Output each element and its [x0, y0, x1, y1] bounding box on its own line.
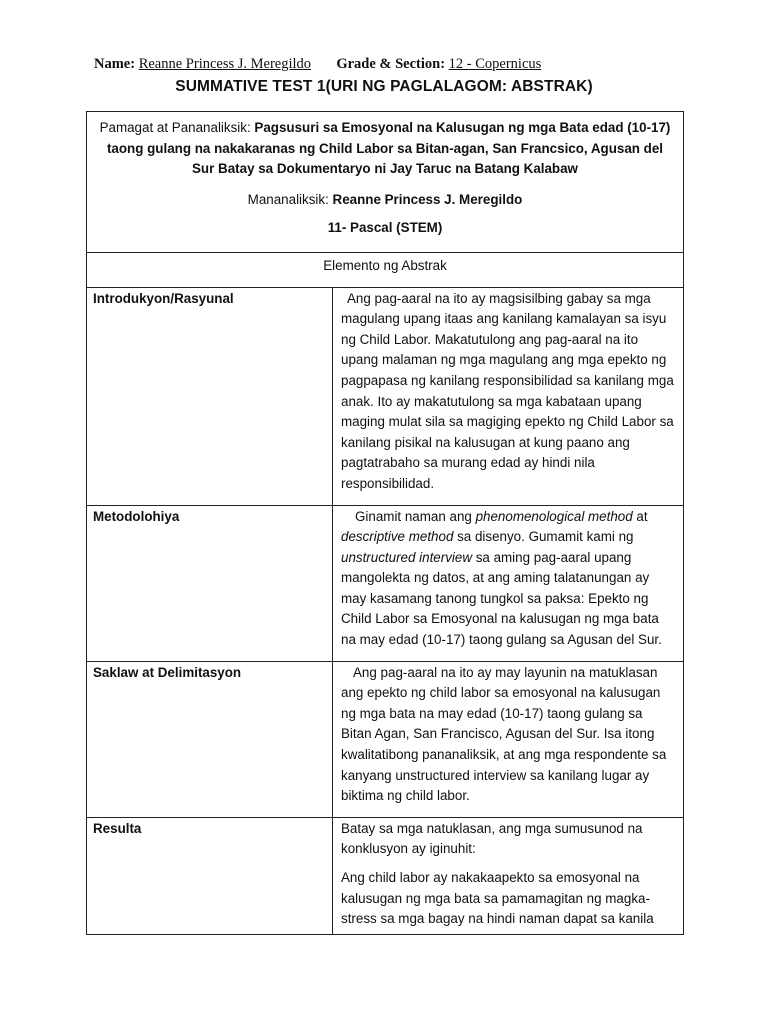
research-title-value: Pagsusuri sa Emosyonal na Kalusugan ng mga Bata edad (10-17) taong gulang na nakakaranas ng Child Labor sa Bitan-agan, San Francsico, Agusan del Sur Batay sa Dokumentaryo ni Jay Taruc na Batang Kalabaw — [106, 120, 671, 177]
table-row — [87, 505, 684, 661]
name-value: Reanne Princess J. Meregildo — [138, 56, 312, 72]
metodolohiya-text: Ginamit naman ang phenomenological method at descriptive method sa disenyo. Gumamit kami ng unstructured interview sa aming pag-aaral upang mangolekta ng datos, at ang aming talatanungan ay may kasamang tanong tungkol sa paksa: Epekto ng Child Labor sa Emosyonal na kalusugan ng mga bata na may edad (10-17) taong gulang sa Agusan del Sur. — [341, 508, 662, 648]
table-row — [87, 661, 684, 817]
row-text-saklaw — [333, 661, 684, 817]
row-label-introduksyon: Introdukyon/Rasyunal — [87, 287, 333, 505]
researcher-label: Mananaliksik: — [247, 191, 329, 207]
abstract-table — [86, 111, 684, 935]
row-text-metodolohiya — [333, 505, 684, 661]
title-block-row — [87, 112, 684, 253]
grade-label: Grade & Section: — [336, 56, 446, 72]
researcher-value: Reanne Princess J. Meregildo — [332, 191, 523, 207]
resulta-para-2: Ang child labor ay nakakaapekto sa emosyonal na kalusugan ng mga bata sa pamamagitan ng magka-stress sa mga bagay na hindi naman dapat sa kanila — [341, 870, 654, 927]
page-title: SUMMATIVE TEST 1(URI NG PAGLALAGOM: ABSTRAK) — [175, 78, 593, 95]
section-value: 11- Pascal (STEM) — [327, 220, 443, 236]
name-label: Name: — [94, 56, 136, 72]
row-label-saklaw: Saklaw at Delimitasyon — [87, 661, 333, 817]
table-row — [87, 817, 684, 934]
saklaw-text: Ang pag-aaral na ito ay may layunin na matuklasan ang epekto ng child labor sa emosyonal na kalusugan ng mga bata na may edad (10-17) taong gulang sa Bitan Agan, San Francisco, Agusan del Sur. Isa itong kwalitatibong pananaliksik, at ang mga respondente sa kanyang unstructured interview sa kanilang lugar ay biktima ng child labor. — [341, 664, 667, 804]
introduksyon-text: Ang pag-aaral na ito ay magsisilbing gabay sa mga magulang upang itaas ang kanilang kamalayan sa isyu ng Child Labor. Makatutulong ang pag-aaral na ito upang malaman ng mga magulang ang mga epekto ng pagpapasa ng kanilang responsibilidad sa kanilang mga anak. Ito ay makatutulong sa mga kabataan upang maging mulat sila sa magiging epekto ng Child Labor sa kanilang pisikal na kalusugan at kung paano ang pagtatrabaho sa murang edad ay hindi nila responsibilidad. — [341, 290, 674, 491]
row-label-metodolohiya: Metodolohiya — [87, 505, 333, 661]
row-text-introduksyon — [333, 287, 684, 505]
research-title — [97, 118, 673, 180]
title-block — [87, 112, 684, 253]
elements-heading: Elemento ng Abstrak — [87, 252, 684, 287]
grade-value: 12 - Copernicus — [448, 56, 542, 72]
table-row — [87, 287, 684, 505]
em-phenomenological: phenomenological method — [475, 508, 633, 524]
research-title-label: Pamagat at Pananaliksik: — [99, 120, 251, 135]
resulta-para-1: Batay sa mga natuklasan, ang mga sumusunod na konklusyon ay iginuhit: — [341, 820, 643, 857]
row-label-resulta: Resulta — [87, 817, 333, 934]
em-unstructured: unstructured interview — [341, 549, 472, 565]
row-text-resulta — [333, 817, 684, 934]
researcher — [97, 190, 673, 211]
student-info-header — [94, 56, 714, 73]
em-descriptive: descriptive method — [341, 529, 454, 545]
section — [97, 218, 673, 239]
elements-heading-row — [87, 252, 684, 287]
